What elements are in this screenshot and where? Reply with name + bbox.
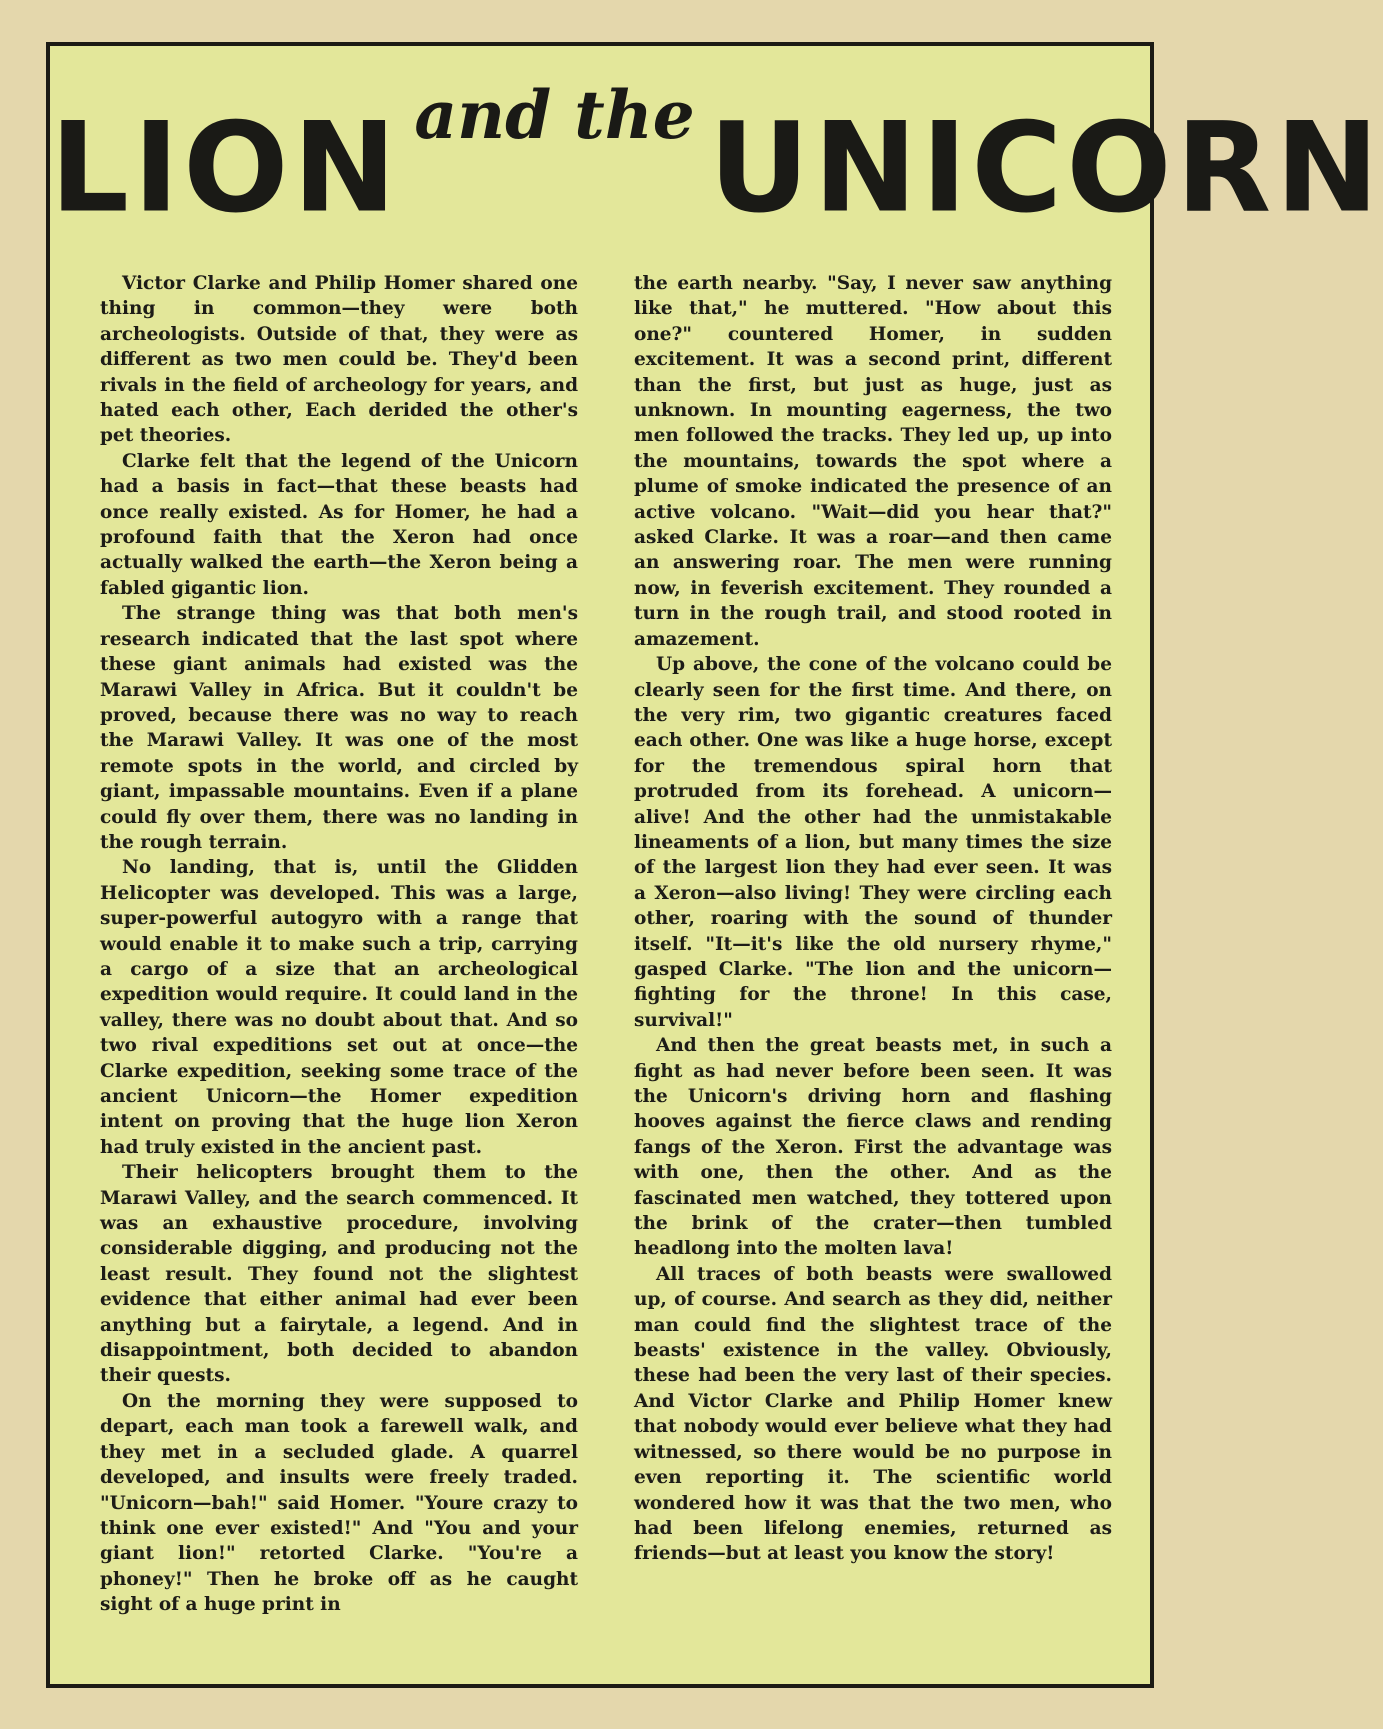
title-lion: LION bbox=[50, 96, 401, 241]
paragraph: Up above, the cone of the volcano could be clearly seen for the first time. And there, on the very rim, two gigantic creatures faced each other. One was like a huge horse, except for the tremendous spiral horn that protruded from its forehead. A unicorn—alive! And the other had the unmistakable lineaments of a lion, but many times the size of the largest lion they had ever seen. It was a Xeron—also living! They were circling each other, roaring with the sound of thunder itself. "It—it's like the old nursery rhyme," gasped Clarke. "The lion and the unicorn—fighting for the throne! In this case, survival!" bbox=[634, 654, 1112, 1031]
right-column bbox=[634, 271, 1112, 1618]
paragraph: Their helicopters brought them to the Marawi Valley, and the search commenced. It was an exhaustive procedure, involving considerable digging, and producing not the least result. They found not the slightest evidence that either animal had ever been anything but a fairytale, a legend. And in disappointment, both decided to abandon their quests. bbox=[100, 1162, 578, 1387]
title-unicorn: UNICORN bbox=[708, 96, 1383, 241]
left-column bbox=[100, 271, 578, 1618]
paragraph: On the morning they were supposed to depart, each man took a farewell walk, and they met in a secluded glade. A quarrel developed, and insults were freely traded. "Unicorn—bah!" said Homer. "Youre crazy to think one ever existed!" And "You and your giant lion!" retorted Clarke. "You're a phoney!" Then he broke off as he caught sight of a huge print in bbox=[100, 1390, 578, 1616]
title-and-the: and the bbox=[414, 76, 695, 154]
paragraph-continued: the earth nearby. "Say, I never saw anything like that," he muttered. "How about this one?" countered Homer, in sudden excitement. It was a second print, different than the first, but just as huge, just as unknown. In mounting eagerness, the two men followed the tracks. They led up, up into the mountains, towards the spot where a plume of smoke indicated the presence of an active volcano. "Wait—did you hear that?" asked Clarke. It was a roar—and then came an answering roar. The men were running now, in feverish excitement. They rounded a turn in the rough trail, and stood rooted in amazement. bbox=[634, 273, 1112, 650]
paragraph: The strange thing was that both men's research indicated that the last spot where these giant animals had existed was the Marawi Valley in Africa. But it couldn't be proved, because there was no way to reach the Marawi Valley. It was one of the most remote spots in the world, and circled by giant, impassable mountains. Even if a plane could fly over them, there was no landing in the rough terrain. bbox=[100, 603, 578, 853]
paragraph: Victor Clarke and Philip Homer shared one thing in common—they were both archeologists. Outside of that, they were as different as two men could be. They'd been rivals in the field of archeology for years, and hated each other, Each derided the other's pet theories. bbox=[100, 273, 578, 447]
paragraph: Clarke felt that the legend of the Unicorn had a basis in fact—that these beasts had once really existed. As for Homer, he had a profound faith that the Xeron had once actually walked the earth—the Xeron being a fabled gigantic lion. bbox=[100, 450, 578, 599]
paragraph: No landing, that is, until the Glidden Helicopter was developed. This was a large, super-powerful autogyro with a range that would enable it to make such a trip, carrying a cargo of a size that an archeological expedition would require. It could land in the valley, there was no doubt about that. And so two rival expeditions set out at once—the Clarke expedition, seeking some trace of the ancient Unicorn—the Homer expedition intent on proving that the huge lion Xeron had truly existed in the ancient past. bbox=[100, 857, 578, 1158]
story-title bbox=[50, 76, 1383, 256]
story-panel bbox=[46, 42, 1383, 1688]
paragraph: And then the great beasts met, in such a fight as had never before been seen. It was the Unicorn's driving horn and flashing hooves against the fierce claws and rending fangs of the Xeron. First the advantage was with one, then the other. And as the fascinated men watched, they tottered upon the brink of the crater—then tumbled headlong into the molten lava! bbox=[634, 1035, 1112, 1260]
paragraph: All traces of both beasts were swallowed up, of course. And search as they did, neither man could find the slightest trace of the beasts' existence in the valley. Obviously, these had been the very last of their species. And Victor Clarke and Philip Homer knew that nobody would ever believe what they had witnessed, so there would be no purpose in even reporting it. The scientific world wondered how it was that the two men, who had been lifelong enemies, returned as friends—but at least you know the story! bbox=[634, 1263, 1112, 1565]
story-body bbox=[100, 271, 1112, 1618]
